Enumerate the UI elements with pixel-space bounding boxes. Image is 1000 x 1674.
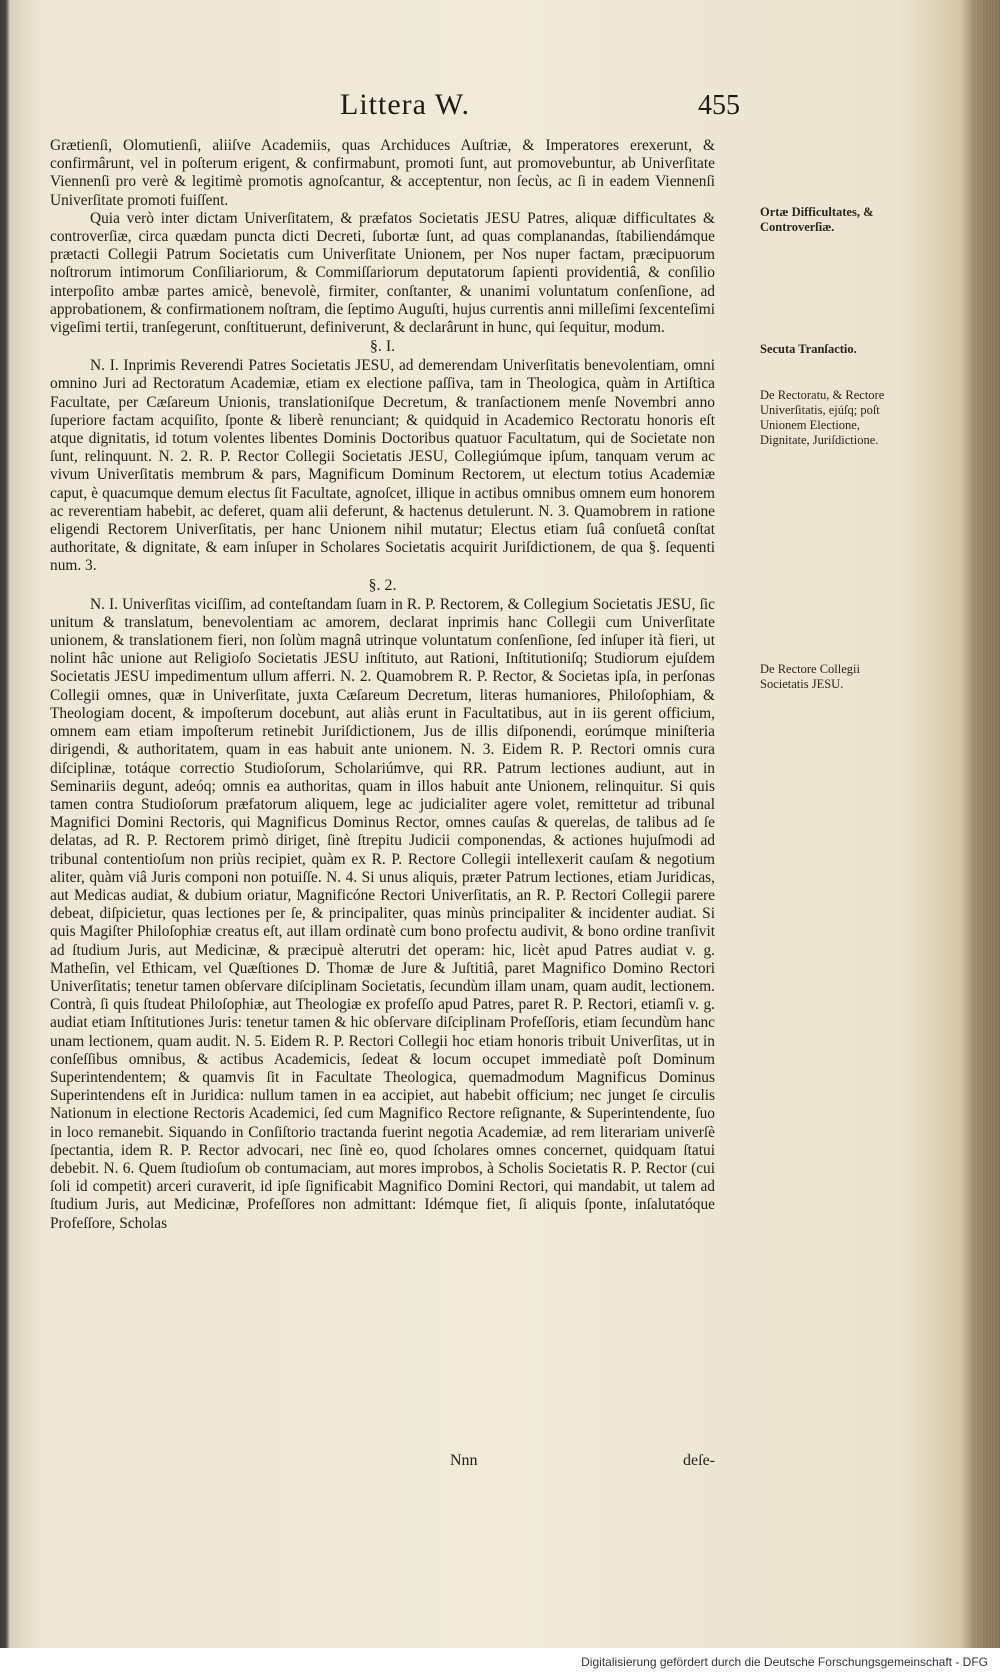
book-page-edges <box>972 0 1000 1674</box>
page-foot <box>50 1452 715 1474</box>
paragraph-3: N. I. Inprimis Reverendi Patres Societatis JESU, ad demerendam Univerſitatis benevolentiam, omni omnino Juri ad Rectoratum Academiæ, etiam ex electione paſſiva, tam in Theologica, quàm in Artiſtica Facultate, per Cæſareum Unionis, translationiſque Decretum, & tranſactionem menſe Novembri anno ſuperiore factam acquiſito, ſponte & liberè renunciant; & quidquid in Academico Rectoratu honoris eſt atque dignitatis, id totum volentes libentes Dominis Doctoribus quatuor Facultatum, qui de Societate non ſunt, relinquunt. N. 2. R. P. Rector Collegii Societatis JESU, Collegiúmque ipſum, tanquam verum ac vivum Univerſitatis membrum & pars, Magnificum Dominum Rectorem, ut electum totius Academiæ caput, è quacumque demum electus ſit Facultate, agnoſcet, illique in actibus omnibus omnem eum honorem ac reverentiam habebit, ac deferet, quam alii deferunt, & hactenus detulerunt. N. 3. Quamobrem in ratione eligendi Rectorem Univerſitatis, per hanc Unionem nihil mutatur; Electus etiam ſuâ conſuetâ conſtat authoritate, & dignitate, & eam inſuper in Scholares Societatis acquirit Juriſdictionem, de qua §. ſequenti num. 3. <box>50 357 715 575</box>
margin-note-difficulties: Ortæ Difficultates, & Controverſiæ. <box>760 205 874 234</box>
footer-credit: Digitalisierung gefördert durch die Deutsche Forschungsgemeinschaft - DFG <box>581 1655 988 1669</box>
section-mark-1: §. I. <box>369 338 396 356</box>
running-head <box>320 88 740 138</box>
book-page <box>20 0 965 1674</box>
section-mark-2: §. 2. <box>368 576 397 594</box>
paragraph-4: N. I. Univerſitas viciſſim, ad conteſtandam ſuam in R. P. Rectorem, & Collegium Societatis JESU, ſic unitum & translatum, benevolentiam ac amorem, declarat inprimis hanc Collegii cum Univerſitate unionem, & translationem fieri, non ſolùm magnâ utrinque voluntatum conſenſione, ſed inſuper ità fieri, ut nolint hâc unione aut Religioſo Societatis JESU inſtituto, aut Rationi, Inſtitutioniſq; Studiorum ejuſdem Societatis JESU impedimentum ullum afferri. N. 2. Quamobrem R. P. Rector, & Societas ipſa, in perſonas Collegii omnes, quæ in Univerſitate, juxta Cæſareum Decretum, literas humaniores, Philoſophiam, & Theologiam docent, & impoſterum docebunt, aut aliàs erunt in Facultatibus, aut in iis gerent officium, omnem eam etiam impoſterum retinebit Juriſdictionem, Jus de illis diſponendi, eorúmque miniſteria dirigendi, & authoritatem, quam in eas habuit ante unionem. N. 3. Eidem R. P. Rectori omnis cura diſciplinæ, totáque correctio Studioſorum, Scholariúmve, qui RR. Patrum lectiones audiunt, aut in Seminariis degunt, adeóq; omnis ea authoritas, quam in illos habuit ante Unionem, relinquitur. Si quis tamen contra Studioſorum præfatorum aliquem, lege ac judicialiter agere volet, remittetur ad tribunal Magnifici Domini Rectoris, qui Magnificus Dominus Rector, omnes cauſas & querelas, de talibus ad ſe delatas, ad R. P. Rectorem primò diriget, ſinè ſtrepitu Judicii componendas, & actiones hujuſmodi ad tribunal contentioſum non priùs recipiet, quàm ex R. P. Rectore Collegii intellexerit cauſam & negotium aliter, quàm viâ Juris componi non potuiſſe. N. 4. Si unus aliquis, præter Patrum lectiones, etiam Juridicas, aut Medicas audiat, & dubium oriatur, Magnificóne Rectori Univerſitatis, an R. P. Rectori Collegii parere debeat, diſpicietur, quas lectiones per ſe, & principaliter, quas minùs principaliter & incidenter audiat. Si quis Magiſter Philoſophiæ creatus eſt, aut illam ordinatè cum bono profectu audivit, & bono ordine tranſivit ad ſtudium Juris, aut Medicinæ, & præcipuè alterutri det operam: hic, licèt apud Patres audiat v. g. Matheſin, vel Ethicam, vel Quæſtiones D. Thomæ de Jure & Juſtitiâ, paret Magnifico Domino Rectori Univerſitatis; tenetur tamen obſervare diſciplinam Societatis, ſecundùm illam unam, quam audit, lectionem. Contrà, ſi quis ſtudeat Philoſophiæ, aut Theologiæ ex profeſſo apud Patres, paret R. P. Rectori, etiamſi v. g. audiat etiam Inſtitutiones Juris: tenetur tamen & hic obſervare diſciplinam Profeſſoris, etiam ſecundùm hanc unam lectionem, quam audit. N. 5. Eidem R. P. Rectori Collegii hoc etiam honoris tribuit Univerſitas, ut in conſeſſibus omnibus, & actibus Academicis, ſedeat & locum occupet immediatè poſt Dominum Superintendentem; & quamvis ſit in Facultate Theologica, quemadmodum Magnificus Dominus Superintendens eſt in Juridica: nullum tamen in ea accipiet, aut habebit officium; nec junget ſe circulis Nationum in electione Rectoris Academici, ſed cum Magnifico Rectore reſignante, & Superintendente, ſuo in loco remanebit. Siquando in Conſiſtorio tractanda fuerint negotia Academiæ, ad rem literariam univerſè ſpectantia, idem R. P. Rector advocari, nec ſinè eo, quod ſcholares omnes concernet, quidquam ſtatui debebit. N. 6. Quem ſtudioſum ob contumaciam, aut mores improbos, à Scholis Societatis R. P. Rector (cui ſoli id competit) arceri curaverit, id ipſe ſignificabit Magnifico Domini Rectori, qui mandabit, ut talem ad ſtudium Juris, aut Medicinæ, Profeſſores non admittant: Idémque fiet, ſi aliquis ſponte, inſalutatóque Profeſſore, Scholas <box>50 595 715 1232</box>
catchword: deſe- <box>683 1452 715 1469</box>
footer-bar <box>0 1648 1000 1674</box>
paragraph-2: Quia verò inter dictam Univerſitatem, & præfatos Societatis JESU Patres, aliquæ difficultates & controverſiæ, circa quædam puncta dicti Decreti, ſubortæ ſunt, ad quas complanandas, ſtabiliendámque prætacti Collegii Patrum Societatis cum Univerſitate Unionem, per Nos nuper factam, præcipuorum noſtrorum intimorum Conſiliariorum, & Commiſſariorum deputatorum ſapienti providentiâ, & conſilio interpoſito ambæ partes amicè, benevolè, firmiter, conſtanter, & unanimi voluntatum conſenſione, ad approbationem, & confirmationem noſtram, die ſeptimo Auguſti, hujus currentis anni milleſimi ſexcenteſimi vigeſimi tertii, tranſegerunt, conſtituerunt, definiverunt, & declarârunt in hunc, qui ſequitur, modum. <box>50 209 715 337</box>
page-title: Littera W. <box>340 88 470 121</box>
paragraph-1: Grætienſi, Olomutienſi, aliiſve Academiis, quas Archiduces Auſtriæ, & Imperatores erexerunt, & confirmârunt, vel in poſterum erigent, & confirmabunt, promoti ſunt, aut promovebuntur, ab Univerſitate Viennenſi pro verè & legitimè promotis agnoſcantur, & acceptentur, non ſecùs, ac ſi in eadem Viennenſi Univerſitate promoti fuiſſent. <box>50 137 715 209</box>
signature-mark: Nnn <box>450 1452 478 1469</box>
body-text <box>50 137 715 1233</box>
margin-note-rectore-collegii: De Rectore Collegii Societatis JESU. <box>760 662 860 691</box>
margin-note-transaction: Secuta Tranſactio. <box>760 342 857 356</box>
margin-note-rectoratu: De Rectoratu, & Rectore Univerſitatis, ejúſq; poſt Unionem Electione, Dignitate, Juriſdictione. <box>760 388 885 447</box>
page-number: 455 <box>698 90 740 121</box>
